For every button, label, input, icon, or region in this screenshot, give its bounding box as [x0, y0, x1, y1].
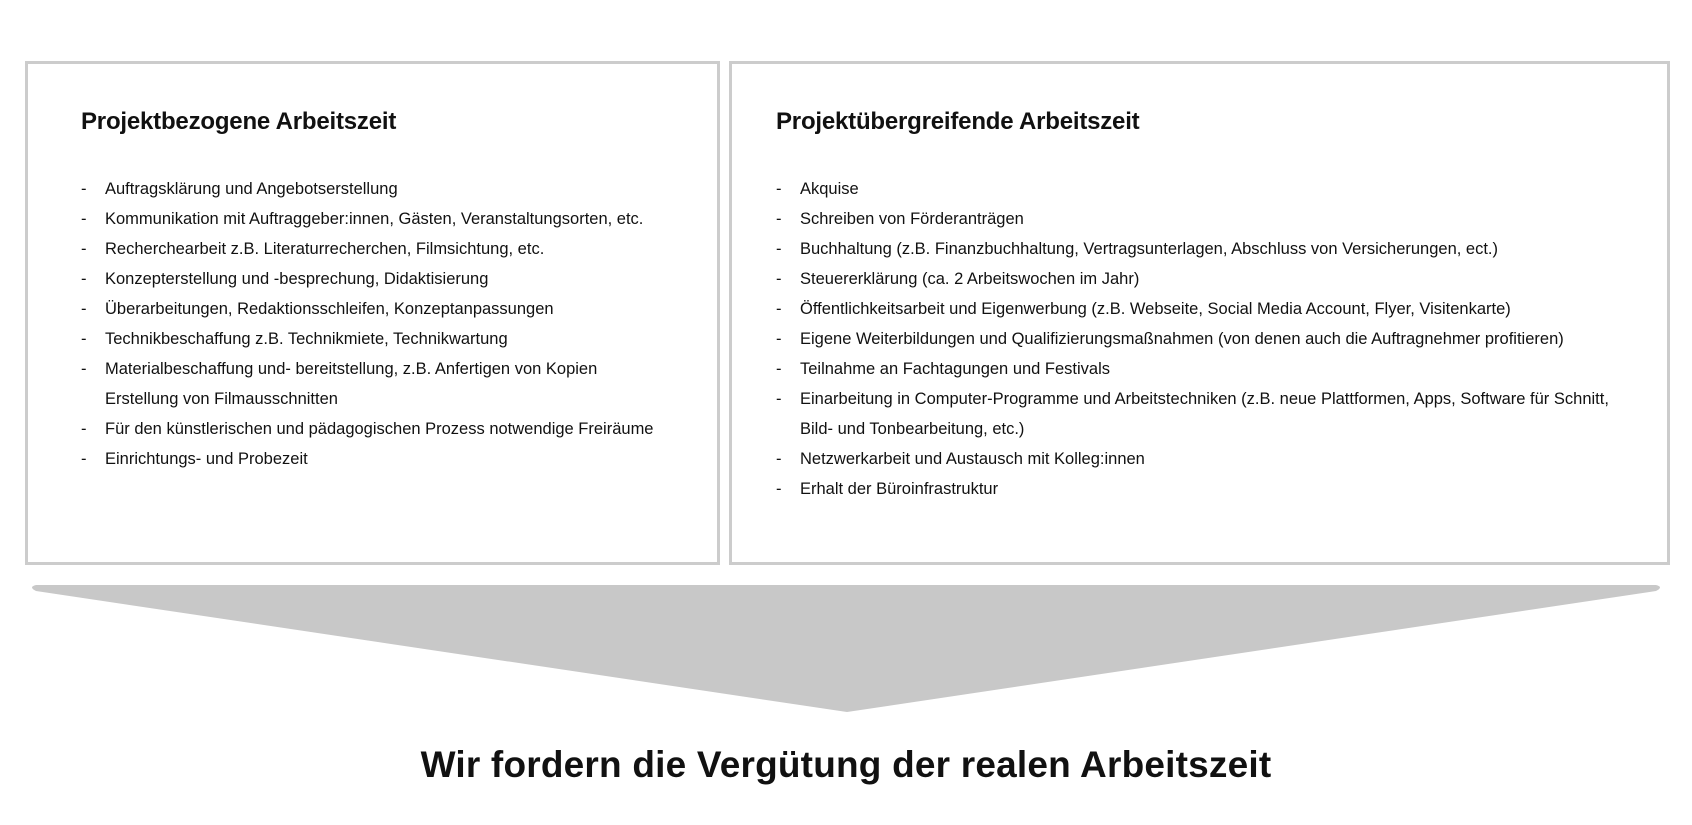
list-item-text: Teilnahme an Fachtagungen und Festivals	[800, 360, 1111, 378]
bullet-dash: -	[81, 300, 87, 318]
bullet-dash: -	[776, 300, 782, 318]
list-item-text: Für den künstlerischen und pädagogischen Prozess notwendige Freiräume	[105, 420, 654, 438]
list-item-text: Einrichtungs- und Probezeit	[105, 450, 308, 468]
bullet-dash: -	[81, 210, 87, 228]
bullet-dash: -	[776, 330, 782, 348]
slogan-heading: Wir fordern die Vergütung der realen Arbeitszeit	[420, 744, 1272, 785]
list-item-text: Buchhaltung (z.B. Finanzbuchhaltung, Vertragsunterlagen, Abschluss von Versicherungen, ect.)	[800, 240, 1499, 258]
list-item-text: Netzwerkarbeit und Austausch mit Kolleg:innen	[800, 450, 1145, 468]
list-item-text: Konzepterstellung und -besprechung, Didaktisierung	[105, 270, 489, 288]
list-item-text: Einarbeitung in Computer-Programme und Arbeitstechniken (z.B. neue Plattformen, Apps, Software für Schnitt,	[800, 390, 1609, 408]
bullet-dash: -	[81, 420, 87, 438]
list-item-text: Erstellung von Filmausschnitten	[105, 390, 338, 408]
list-item-text: Bild- und Tonbearbeitung, etc.)	[800, 420, 1025, 438]
list-item-text: Öffentlichkeitsarbeit und Eigenwerbung (z.B. Webseite, Social Media Account, Flyer, Visitenkarte)	[800, 300, 1511, 318]
bullet-dash: -	[776, 210, 782, 228]
right-box-title: Projektübergreifende Arbeitszeit	[776, 108, 1140, 135]
list-item-text: Recherchearbeit z.B. Literaturrecherchen, Filmsichtung, etc.	[105, 240, 545, 258]
list-item-text: Überarbeitungen, Redaktionsschleifen, Konzeptanpassungen	[105, 300, 554, 318]
bullet-dash: -	[81, 330, 87, 348]
bullet-dash: -	[81, 270, 87, 288]
list-item-text: Steuererklärung (ca. 2 Arbeitswochen im Jahr)	[800, 270, 1140, 288]
list-item-text: Technikbeschaffung z.B. Technikmiete, Technikwartung	[105, 330, 508, 348]
bullet-dash: -	[776, 450, 782, 468]
bullet-dash: -	[81, 180, 87, 198]
bullet-dash: -	[81, 240, 87, 258]
list-item-text: Schreiben von Förderanträgen	[800, 210, 1024, 228]
bullet-dash: -	[776, 270, 782, 288]
list-item-text: Akquise	[800, 180, 859, 198]
bullet-dash: -	[776, 240, 782, 258]
list-item-text: Auftragsklärung und Angebotserstellung	[105, 180, 398, 198]
bullet-dash: -	[81, 360, 87, 378]
list-item-text: Erhalt der Büroinfrastruktur	[800, 480, 999, 498]
bullet-dash: -	[776, 390, 782, 408]
arrow-triangle	[32, 585, 1660, 712]
list-item-text: Materialbeschaffung und- bereitstellung, z.B. Anfertigen von Kopien	[105, 360, 598, 378]
bullet-dash: -	[776, 180, 782, 198]
bullet-dash: -	[776, 480, 782, 498]
bullet-dash: -	[81, 450, 87, 468]
bullet-dash: -	[776, 360, 782, 378]
list-item-text: Eigene Weiterbildungen und Qualifizierungsmaßnahmen (von denen auch die Auftragnehmer profitieren)	[800, 330, 1564, 348]
left-box-title: Projektbezogene Arbeitszeit	[81, 108, 397, 135]
list-item-text: Kommunikation mit Auftraggeber:innen, Gästen, Veranstaltungsorten, etc.	[105, 210, 644, 228]
